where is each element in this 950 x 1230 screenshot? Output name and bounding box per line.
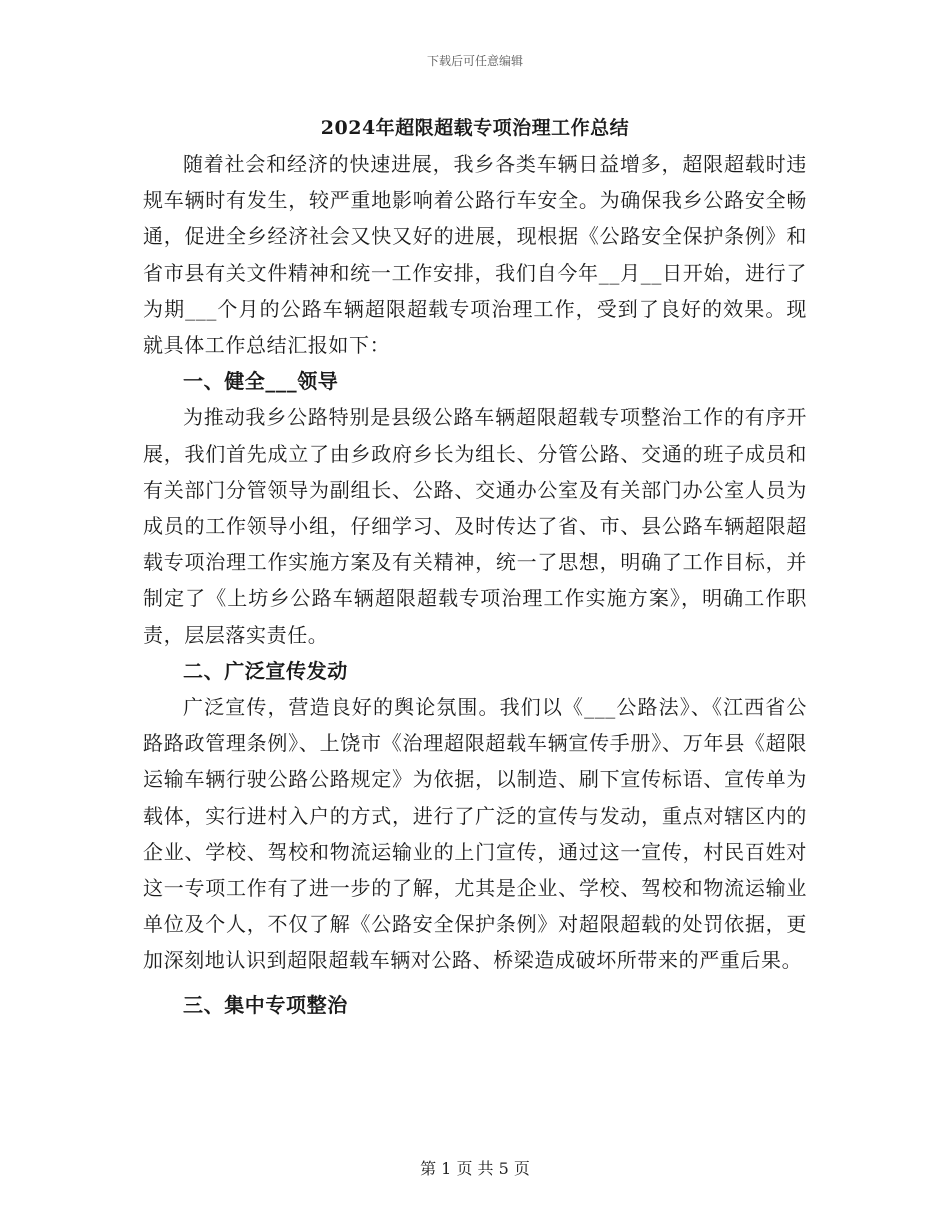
section-heading-rectification: 三、集中专项整治: [183, 992, 348, 1017]
intro-paragraph: 随着社会和经济的快速进展，我乡各类车辆日益增多，超限超载时违规车辆时有发生，较严重地影响着公路行车安全。为确保我乡公路安全畅通，促进全乡经济社会又快又好的进展，现根据《公路安全保护条例》和省市县有关文件精神和统一工作安排，我们自今年__月__日开始，进行了为期___个月的公路车辆超限超载专项治理工作，受到了良好的效果。现就具体工作总结汇报如下：: [143, 152, 807, 358]
document-title: 2024年超限超载专项治理工作总结: [320, 117, 630, 139]
document-body: [143, 146, 807, 1023]
publicity-paragraph: 广泛宣传，营造良好的舆论氛围。我们以《___公路法》、《江西省公路路政管理条例》、上饶市《治理超限超载车辆宣传手册》、万年县《超限运输车辆行驶公路公路规定》为依据，以制造、刷下宣传标语、宣传单为载体，实行进村入户的方式，进行了广泛的宣传与发动，重点对辖区内的企业、学校、驾校和物流运输业的上门宣传，通过这一宣传，村民百姓对这一专项工作有了进一步的了解，尤其是企业、学校、驾校和物流运输业单位及个人，不仅了解《公路安全保护条例》对超限超载的处罚依据，更加深刻地认识到超限超载车辆对公路、桥梁造成破坏所带来的严重后果。: [143, 695, 807, 973]
header-note: 下载后可任意编辑: [426, 54, 523, 68]
page-footer: 第 1 页 共 5 页: [420, 1159, 530, 1178]
leadership-paragraph: 为推动我乡公路特别是县级公路车辆超限超载专项整治工作的有序开展，我们首先成立了由乡政府乡长为组长、分管公路、交通的班子成员和有关部门分管领导为副组长、公路、交通办公室及有关部门办公室人员为成员的工作领导小组，仔细学习、及时传达了省、市、县公路车辆超限超载专项治理工作实施方案及有关精神，统一了思想，明确了工作目标，并制定了《上坊乡公路车辆超限超载专项治理工作实施方案》，明确工作职责，层层落实责任。: [143, 405, 807, 647]
section-heading-leadership: 一、健全___领导: [183, 369, 339, 394]
section-heading-publicity: 二、广泛宣传发动: [183, 658, 348, 683]
